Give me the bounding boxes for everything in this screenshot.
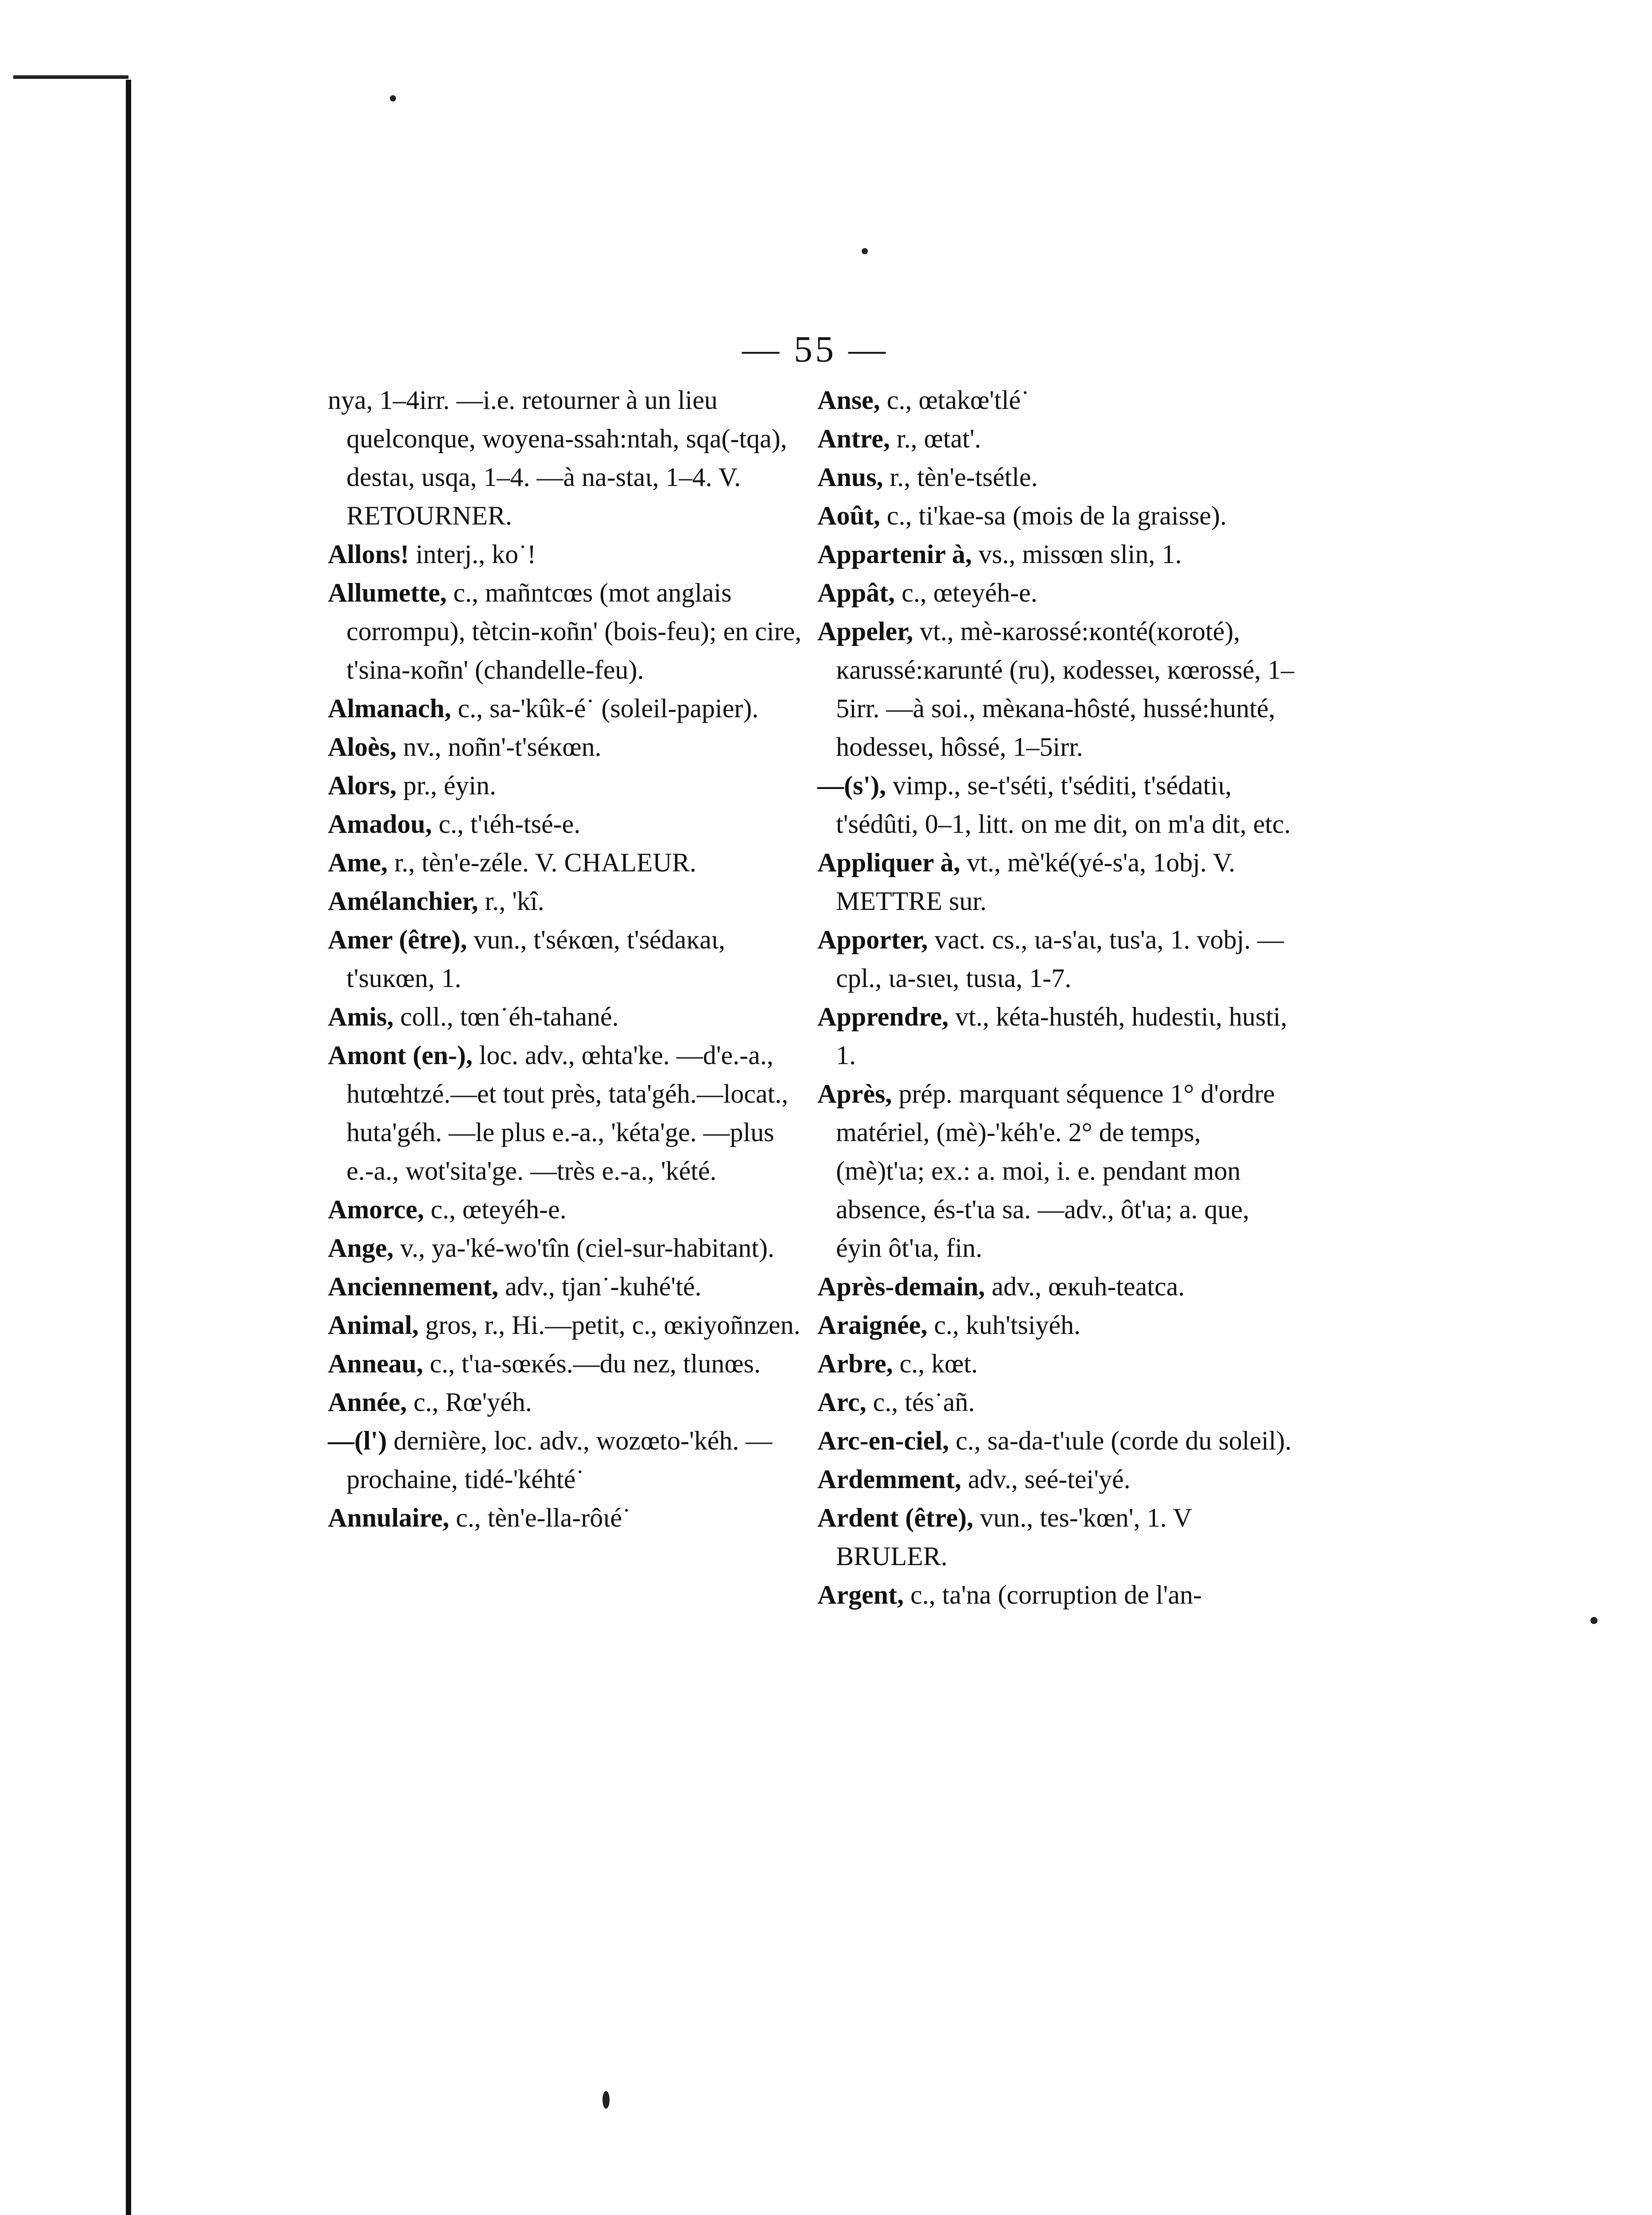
definition: r., œtat'. [890,424,981,453]
definition: r., tèn'e-tsétle. [883,462,1038,492]
definition: c., œteyéh-e. [895,578,1038,607]
definition: vun., t'séĸœn, t'sédaĸaɩ, t'suĸœn, 1. [346,925,725,993]
definition: vt., mè-ĸarossé:ĸonté(ĸoroté), ĸarussé:ĸarunté (ru), ĸodesseɩ, ĸœrossé, 1–5irr. —à soi., mèĸana-hôsté, hussé:hunté, hodesseɩ, hôssé, 1–5irr. [836,617,1294,762]
definition: c., sa-'kûk-é˙ (soleil-papier). [451,694,759,723]
headword: Argent, [817,1580,904,1609]
definition: vun., tes-'kœn', 1. V BRULER. [836,1503,1192,1571]
headword: Anse, [817,385,880,415]
definition: interj., ko˙! [409,540,536,569]
headword: Amorce, [328,1195,424,1224]
definition: adv., seé-tei'yé. [961,1465,1131,1494]
definition: c., ti'kae-sa (mois de la graisse). [880,501,1227,530]
dictionary-entry [328,805,806,843]
headword: Almanach, [328,694,451,723]
headword: Apporter, [817,925,928,954]
speck [602,2091,610,2109]
dictionary-entry [328,689,806,728]
page-number: — 55 — [742,329,888,370]
headword: Appartenir à, [817,540,972,569]
dictionary-entry [328,766,806,805]
dictionary-entry [817,921,1296,998]
right-column [817,381,1296,1614]
definition: gros, r., Hi.—petit, c., œĸiyoñnzen. [419,1310,801,1340]
headword: Anciennement, [328,1272,498,1301]
definition: c., kuh'tsiyéh. [927,1310,1081,1340]
dictionary-entry [328,843,806,882]
definition: adv., tjan˙-kuhé'té. [498,1272,702,1301]
headword: Annulaire, [328,1503,449,1532]
headword: Ame, [328,848,388,877]
definition: nv., noñn'-t'séĸœn. [396,732,602,762]
headword: Ardent (être), [817,1503,974,1532]
headword: Allons! [328,540,409,569]
headword: Après-demain, [817,1272,985,1301]
headword: —(l') [328,1426,387,1455]
definition: c., œteyéh-e. [424,1195,567,1224]
dictionary-entry [328,1036,806,1190]
headword: Antre, [817,424,890,453]
dictionary-entry [328,1267,806,1306]
definition: adv., œĸuh-teatca. [985,1272,1185,1301]
definition: dernière, loc. adv., wozœto-'kéh. —prochaine, tidé-'kéhté˙ [346,1426,773,1494]
headword: Anus, [817,462,883,492]
headword: Araignée, [817,1310,928,1340]
definition: pr., éyin. [396,771,496,800]
dictionary-entry [817,1267,1296,1306]
headword: Apprendre, [817,1002,949,1031]
headword: Arbre, [817,1349,893,1378]
definition: vt., mè'ké(yé-s'a, 1obj. V. METTRE sur. [836,848,1236,916]
headword: Amis, [328,1002,394,1031]
definition: c., t'ɩa-sœĸés.—du nez, tlunœs. [423,1349,761,1378]
dictionary-entry [817,1306,1296,1345]
definition: loc. adv., œhta'ke. —d'e.-a., hutœhtzé.—et tout près, tata'géh.—locat., huta'géh. —le plus e.-a., 'kéta'ge. —plus e.-a., wot'sita'ge. —très e.-a., 'kété. [346,1041,789,1185]
dictionary-entry [328,1345,806,1383]
definition: vt., kéta-hustéh, hudestiɩ, husti, 1. [836,1002,1287,1070]
definition: coll., tœn˙éh-tahané. [393,1002,619,1031]
speck [862,248,868,254]
dictionary-entry [817,1460,1296,1499]
definition: c., Rœ'yéh. [407,1387,532,1417]
dictionary-entry [328,1422,806,1499]
headword: Arc, [817,1387,867,1417]
dictionary-entry [328,574,806,689]
dictionary-entry [817,1383,1296,1422]
headword: Anneau, [328,1349,424,1378]
headword: Allumette, [328,578,447,607]
headword: Août, [817,501,880,530]
dictionary-entry [817,458,1296,497]
headword: Appliquer à, [817,848,960,877]
definition: r., tèn'e-zéle. V. CHALEUR. [387,848,696,877]
dictionary-entry [817,843,1296,921]
scan-edge-left [126,80,131,2215]
definition: c., kœt. [893,1349,978,1378]
definition: nya, 1–4irr. —i.e. retourner à un lieu quelconque, woyena-ssah:ntah, sqa(-tqa), destaɩ, usqa, 1–4. —à na-staɩ, 1–4. V. RETOURNER. [328,385,787,530]
headword: —(s'), [817,771,886,800]
headword: Arc-en-ciel, [817,1426,949,1455]
definition: vimp., se-t'séti, t'séditi, t'sédatiɩ, t'sédûti, 0–1, litt. on me dit, on m'a dit, etc. [836,771,1291,839]
dictionary-entry [817,1576,1296,1614]
dictionary-entry [328,381,806,535]
headword: Amélanchier, [328,886,478,916]
scan-edge-left-top [13,75,128,79]
definition: v., ya-'ké-wo'tîn (ciel-sur-habitant). [393,1233,774,1263]
definition: c., sa-da-t'ɩule (corde du soleil). [949,1426,1292,1455]
dictionary-entry [328,1229,806,1267]
dictionary-entry [817,1422,1296,1460]
dictionary-entry [817,998,1296,1075]
definition: c., œtakœ'tlé˙ [880,385,1030,415]
left-column [328,381,806,1537]
dictionary-entry [817,612,1296,766]
headword: Aloès, [328,732,396,762]
dictionary-entry [817,535,1296,574]
definition: c., tèn'e-lla-rôɩé˙ [449,1503,631,1532]
dictionary-entry [817,381,1296,420]
speck [390,95,396,101]
definition: c., tés˙añ. [866,1387,975,1417]
dictionary-entry [328,1383,806,1422]
dictionary-entry [328,1190,806,1229]
headword: Après, [817,1079,892,1108]
headword: Appât, [817,578,895,607]
dictionary-entry [328,1306,806,1345]
definition: c., mañntcœs (mot anglais corrompu), tètcin-ĸoñn' (bois-feu); en cire, t'sina-ĸoñn' (chandelle-feu). [346,578,802,684]
definition: vact. cs., ɩa-s'aɩ, tus'a, 1. vobj. —cpl., ɩa-sɩeɩ, tusɩa, 1-7. [836,925,1284,993]
headword: Ange, [328,1233,394,1263]
dictionary-entry [817,574,1296,612]
headword: Année, [328,1387,407,1417]
definition: prép. marquant séquence 1° d'ordre matériel, (mè)-'kéh'e. 2° de temps, (mè)t'ɩa; ex.: a. moi, i. e. pendant mon absence, és-t'ɩa sa. —adv., ôt'ɩa; a. que, éyin ôt'ɩa, fin. [836,1079,1275,1263]
dictionary-entry [817,1075,1296,1267]
dictionary-entry [817,766,1296,843]
headword: Appeler, [817,617,913,646]
headword: Amer (être), [328,925,467,954]
dictionary-entry [328,535,806,574]
headword: Ardemment, [817,1465,961,1494]
dictionary-entry [817,420,1296,458]
headword: Amont (en-), [328,1041,473,1070]
dictionary-entry [328,921,806,998]
dictionary-entry [328,1499,806,1537]
definition: r., 'kî. [478,886,544,916]
headword: Alors, [328,771,396,800]
dictionary-entry [328,882,806,921]
dictionary-entry [817,1345,1296,1383]
definition: c., t'ɩéh-tsé-e. [432,809,581,839]
dictionary-entry [817,1499,1296,1576]
dictionary-entry [817,497,1296,535]
speck [1590,1617,1598,1624]
dictionary-entry [328,998,806,1036]
headword: Animal, [328,1310,419,1340]
definition: c., ta'na (corruption de l'an- [903,1580,1202,1609]
headword: Amadou, [328,809,432,839]
definition: vs., missœn slin, 1. [972,540,1182,569]
dictionary-entry [328,728,806,766]
